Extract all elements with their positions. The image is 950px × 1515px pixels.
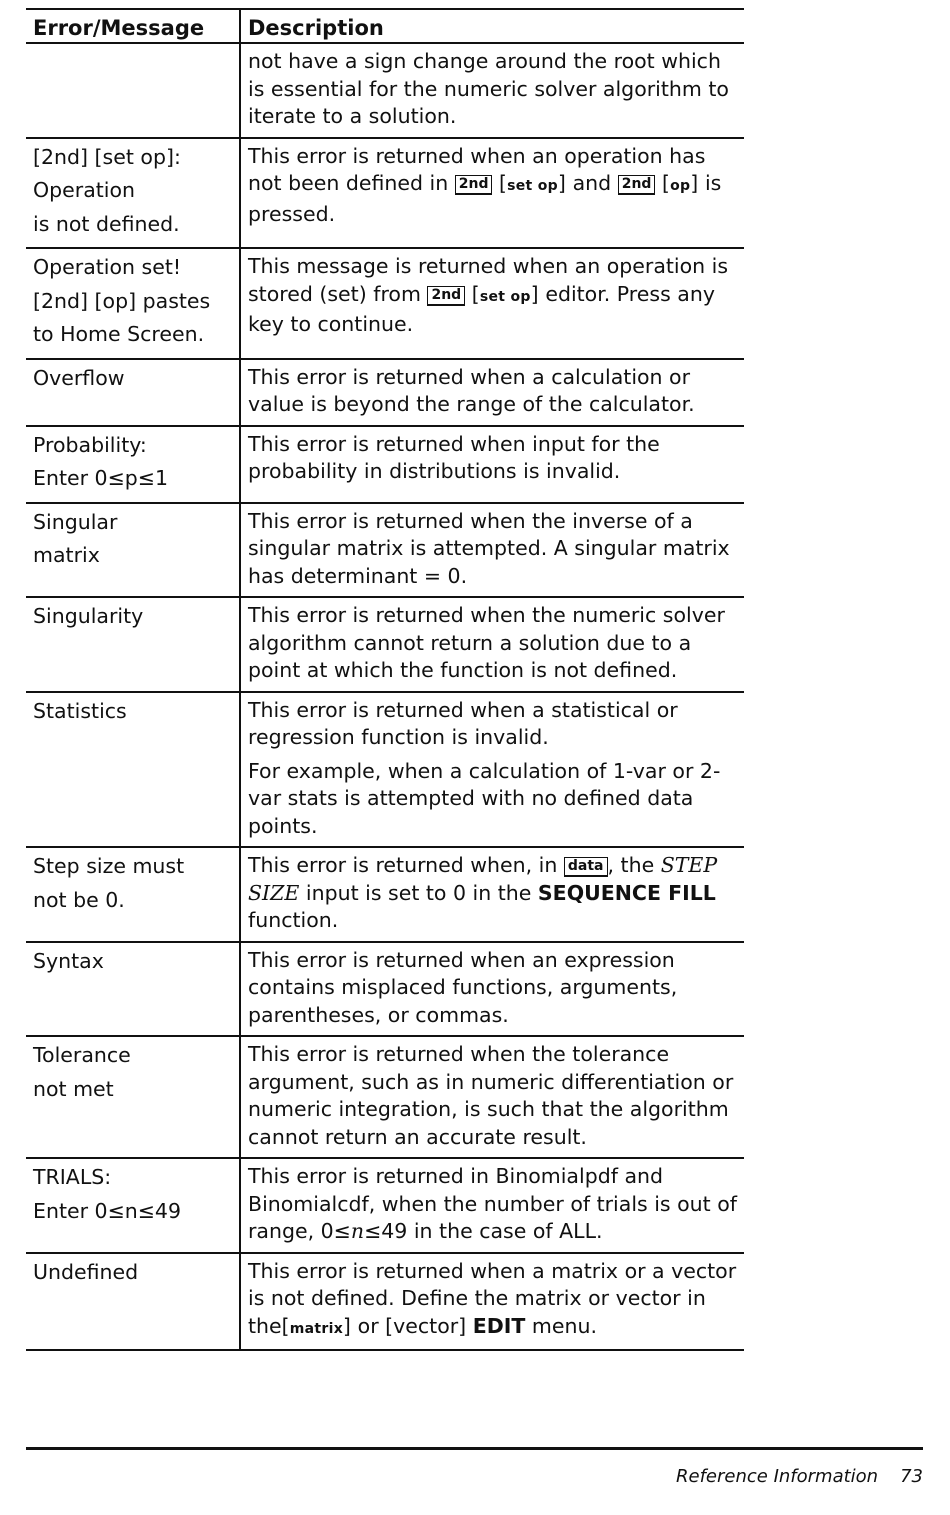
header-error-message: Error/Message bbox=[26, 9, 240, 43]
error-line: Operation bbox=[33, 178, 136, 202]
description-paragraph: For example, when a calculation of 1-var or 2-var stats is attempted with no defined data points. bbox=[248, 758, 721, 838]
description-text: This error is returned when a matrix or a vector is not defined. Define the matrix or vector in the bbox=[248, 1258, 737, 1338]
error-line: Statistics bbox=[33, 698, 127, 723]
error-line: Enter 0≤p≤1 bbox=[33, 466, 168, 490]
error-line: Probability: bbox=[33, 432, 147, 457]
set-op-key-icon: [ set op ] bbox=[472, 289, 539, 305]
description-text: This error is returned when an operation has not been defined in bbox=[248, 143, 706, 195]
description-cell: This error is returned when input for the probability in distributions is invalid. bbox=[240, 426, 744, 503]
description-cell bbox=[240, 138, 744, 249]
error-cell bbox=[26, 597, 240, 692]
error-line: Singular bbox=[33, 509, 118, 534]
error-cell bbox=[26, 426, 240, 503]
table-row bbox=[26, 359, 744, 426]
page-number: 73 bbox=[900, 1466, 923, 1487]
error-cell bbox=[26, 503, 240, 598]
table-row bbox=[26, 426, 744, 503]
set-op-key-icon: [ set op ] bbox=[499, 178, 566, 194]
error-cell bbox=[26, 359, 240, 426]
description-cell: This error is returned when an expression contains misplaced functions, arguments, parentheses, or commas. bbox=[240, 942, 744, 1037]
error-line: Syntax bbox=[33, 948, 104, 973]
description-text: menu. bbox=[531, 1313, 597, 1338]
error-cell bbox=[26, 43, 240, 138]
error-cell bbox=[26, 248, 240, 359]
description-text: , the bbox=[607, 853, 655, 877]
table-row bbox=[26, 248, 744, 359]
error-cell bbox=[26, 1036, 240, 1158]
description-cell: This error is returned when the tolerance argument, such as in numeric differentiation or numeric integration, is such that the algorithm cannot return an accurate result. bbox=[240, 1036, 744, 1158]
op-key-icon: [ op ] bbox=[662, 178, 698, 194]
description-cell: not have a sign change around the root which is essential for the numeric solver algorithm to iterate to a solution. bbox=[240, 43, 744, 138]
error-line: to Home Screen. bbox=[33, 322, 205, 346]
n-variable: n bbox=[350, 1219, 365, 1243]
2nd-key-icon: 2nd bbox=[427, 286, 465, 306]
description-text: This error is returned in Binomialpdf and Binomialcdf, when the number of trials is out of range, 0≤ bbox=[248, 1164, 737, 1243]
table-row bbox=[26, 692, 744, 848]
footer-divider bbox=[26, 1447, 923, 1450]
sequence-fill-label: SEQUENCE FILL bbox=[537, 880, 716, 905]
error-cell bbox=[26, 847, 240, 942]
table-row bbox=[26, 503, 744, 598]
data-key-icon: data bbox=[564, 857, 608, 877]
error-line: Overflow bbox=[33, 365, 125, 390]
page-footer bbox=[676, 1466, 923, 1487]
error-line: matrix bbox=[33, 543, 100, 567]
matrix-key-icon: [ matrix ] bbox=[282, 1321, 351, 1337]
description-text: input is set to 0 in the bbox=[305, 880, 532, 905]
table-row bbox=[26, 43, 744, 138]
error-cell bbox=[26, 1253, 240, 1351]
table-row bbox=[26, 1158, 744, 1253]
error-line: Singularity bbox=[33, 604, 144, 628]
description-text: or [vector] bbox=[357, 1313, 467, 1338]
description-text: and bbox=[572, 171, 612, 195]
table-row bbox=[26, 1036, 744, 1158]
description-cell bbox=[240, 1253, 744, 1351]
footer-section-title: Reference Information bbox=[676, 1466, 879, 1487]
error-line: Undefined bbox=[33, 1259, 139, 1284]
error-line: [2nd] [op] pastes bbox=[33, 288, 211, 313]
error-line: is not defined. bbox=[33, 211, 180, 236]
error-line: Enter 0≤n≤49 bbox=[33, 1198, 182, 1223]
error-line: not be 0. bbox=[33, 887, 125, 912]
error-cell bbox=[26, 942, 240, 1037]
table-row bbox=[26, 942, 744, 1037]
description-text: function. bbox=[248, 908, 339, 932]
error-line: Tolerance bbox=[33, 1043, 131, 1067]
table-row bbox=[26, 847, 744, 942]
edit-menu-label: EDIT bbox=[472, 1313, 526, 1338]
2nd-key-icon: 2nd bbox=[455, 175, 493, 195]
table-row bbox=[26, 1253, 744, 1351]
description-cell bbox=[240, 847, 744, 942]
step-size-variable: STEP SIZE bbox=[248, 853, 718, 905]
table-row bbox=[26, 138, 744, 249]
description-cell: This error is returned when a calculation or value is beyond the range of the calculator. bbox=[240, 359, 744, 426]
description-text: This message is returned when an operation is stored (set) from bbox=[248, 254, 729, 306]
description-cell: This error is returned when the inverse of a singular matrix is attempted. A singular matrix has determinant = 0. bbox=[240, 503, 744, 598]
table-header-row bbox=[26, 9, 744, 43]
description-text: This error is returned when, in bbox=[248, 853, 558, 877]
error-cell bbox=[26, 138, 240, 249]
error-line: not met bbox=[33, 1076, 114, 1101]
description-cell bbox=[240, 248, 744, 359]
error-messages-table bbox=[26, 8, 744, 1351]
description-cell bbox=[240, 1158, 744, 1253]
description-paragraph: This error is returned when a statistical or regression function is invalid. bbox=[248, 697, 678, 749]
description-cell bbox=[240, 692, 744, 848]
error-line: Operation set! bbox=[33, 255, 182, 279]
error-line: TRIALS: bbox=[33, 1165, 112, 1189]
description-cell: This error is returned when the numeric solver algorithm cannot return a solution due to a point at which the function is not defined. bbox=[240, 597, 744, 692]
error-line: [2nd] [set op]: bbox=[33, 144, 181, 169]
error-cell bbox=[26, 692, 240, 848]
error-line: Step size must bbox=[33, 854, 185, 878]
header-description: Description bbox=[240, 9, 744, 43]
description-text: is pressed. bbox=[248, 171, 722, 226]
error-cell bbox=[26, 1158, 240, 1253]
2nd-key-icon: 2nd bbox=[618, 175, 656, 195]
description-text: editor. Press any key to continue. bbox=[248, 281, 715, 336]
table-row bbox=[26, 597, 744, 692]
description-text: ≤49 in the case of ALL. bbox=[364, 1219, 603, 1243]
